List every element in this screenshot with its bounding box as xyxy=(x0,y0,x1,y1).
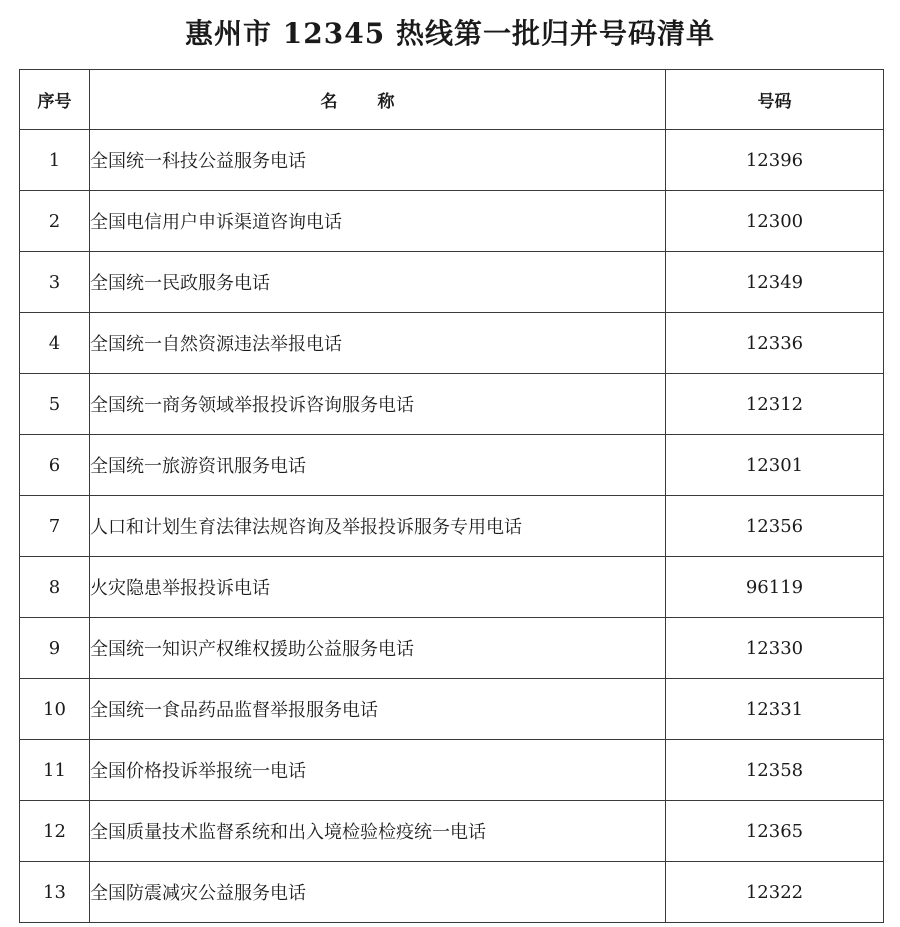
page-title: 惠州市 12345 热线第一批归并号码清单 xyxy=(185,17,715,50)
row-name: 全国电信用户申诉渠道咨询电话 xyxy=(90,191,666,252)
table-row xyxy=(20,557,884,618)
table-row xyxy=(20,374,884,435)
row-number: 12322 xyxy=(666,862,884,923)
row-number: 12396 xyxy=(666,130,884,191)
row-seq: 12 xyxy=(20,801,90,862)
table-row xyxy=(20,252,884,313)
table-row xyxy=(20,740,884,801)
row-name: 全国防震减灾公益服务电话 xyxy=(90,862,666,923)
row-seq: 4 xyxy=(20,313,90,374)
row-name: 全国统一旅游资讯服务电话 xyxy=(90,435,666,496)
row-name: 全国统一知识产权维权援助公益服务电话 xyxy=(90,618,666,679)
table-row xyxy=(20,801,884,862)
row-seq: 5 xyxy=(20,374,90,435)
row-number: 12330 xyxy=(666,618,884,679)
row-number: 12300 xyxy=(666,191,884,252)
row-seq: 6 xyxy=(20,435,90,496)
row-number: 12356 xyxy=(666,496,884,557)
table-row xyxy=(20,679,884,740)
row-number: 12301 xyxy=(666,435,884,496)
row-seq: 8 xyxy=(20,557,90,618)
row-number: 12331 xyxy=(666,679,884,740)
row-name: 火灾隐患举报投诉电话 xyxy=(90,557,666,618)
row-seq: 2 xyxy=(20,191,90,252)
row-name: 人口和计划生育法律法规咨询及举报投诉服务专用电话 xyxy=(90,496,666,557)
table-row xyxy=(20,313,884,374)
row-number: 12349 xyxy=(666,252,884,313)
table-row xyxy=(20,496,884,557)
row-seq: 3 xyxy=(20,252,90,313)
row-name: 全国价格投诉举报统一电话 xyxy=(90,740,666,801)
row-name: 全国统一自然资源违法举报电话 xyxy=(90,313,666,374)
row-seq: 10 xyxy=(20,679,90,740)
row-seq: 7 xyxy=(20,496,90,557)
header-number: 号码 xyxy=(666,70,884,130)
row-name: 全国质量技术监督系统和出入境检验检疫统一电话 xyxy=(90,801,666,862)
hotline-table xyxy=(19,69,884,923)
row-name: 全国统一民政服务电话 xyxy=(90,252,666,313)
table-row xyxy=(20,191,884,252)
row-number: 96119 xyxy=(666,557,884,618)
row-number: 12336 xyxy=(666,313,884,374)
table-row xyxy=(20,862,884,923)
row-number: 12358 xyxy=(666,740,884,801)
table-header-row xyxy=(20,70,884,130)
table-body xyxy=(20,130,884,923)
row-name: 全国统一科技公益服务电话 xyxy=(90,130,666,191)
row-number: 12365 xyxy=(666,801,884,862)
row-seq: 9 xyxy=(20,618,90,679)
row-seq: 1 xyxy=(20,130,90,191)
row-name: 全国统一商务领域举报投诉咨询服务电话 xyxy=(90,374,666,435)
row-seq: 13 xyxy=(20,862,90,923)
row-number: 12312 xyxy=(666,374,884,435)
table-row xyxy=(20,618,884,679)
table-row xyxy=(20,435,884,496)
table-row xyxy=(20,130,884,191)
header-seq: 序号 xyxy=(20,70,90,130)
row-name: 全国统一食品药品监督举报服务电话 xyxy=(90,679,666,740)
header-name: 名称 xyxy=(90,70,666,130)
row-seq: 11 xyxy=(20,740,90,801)
